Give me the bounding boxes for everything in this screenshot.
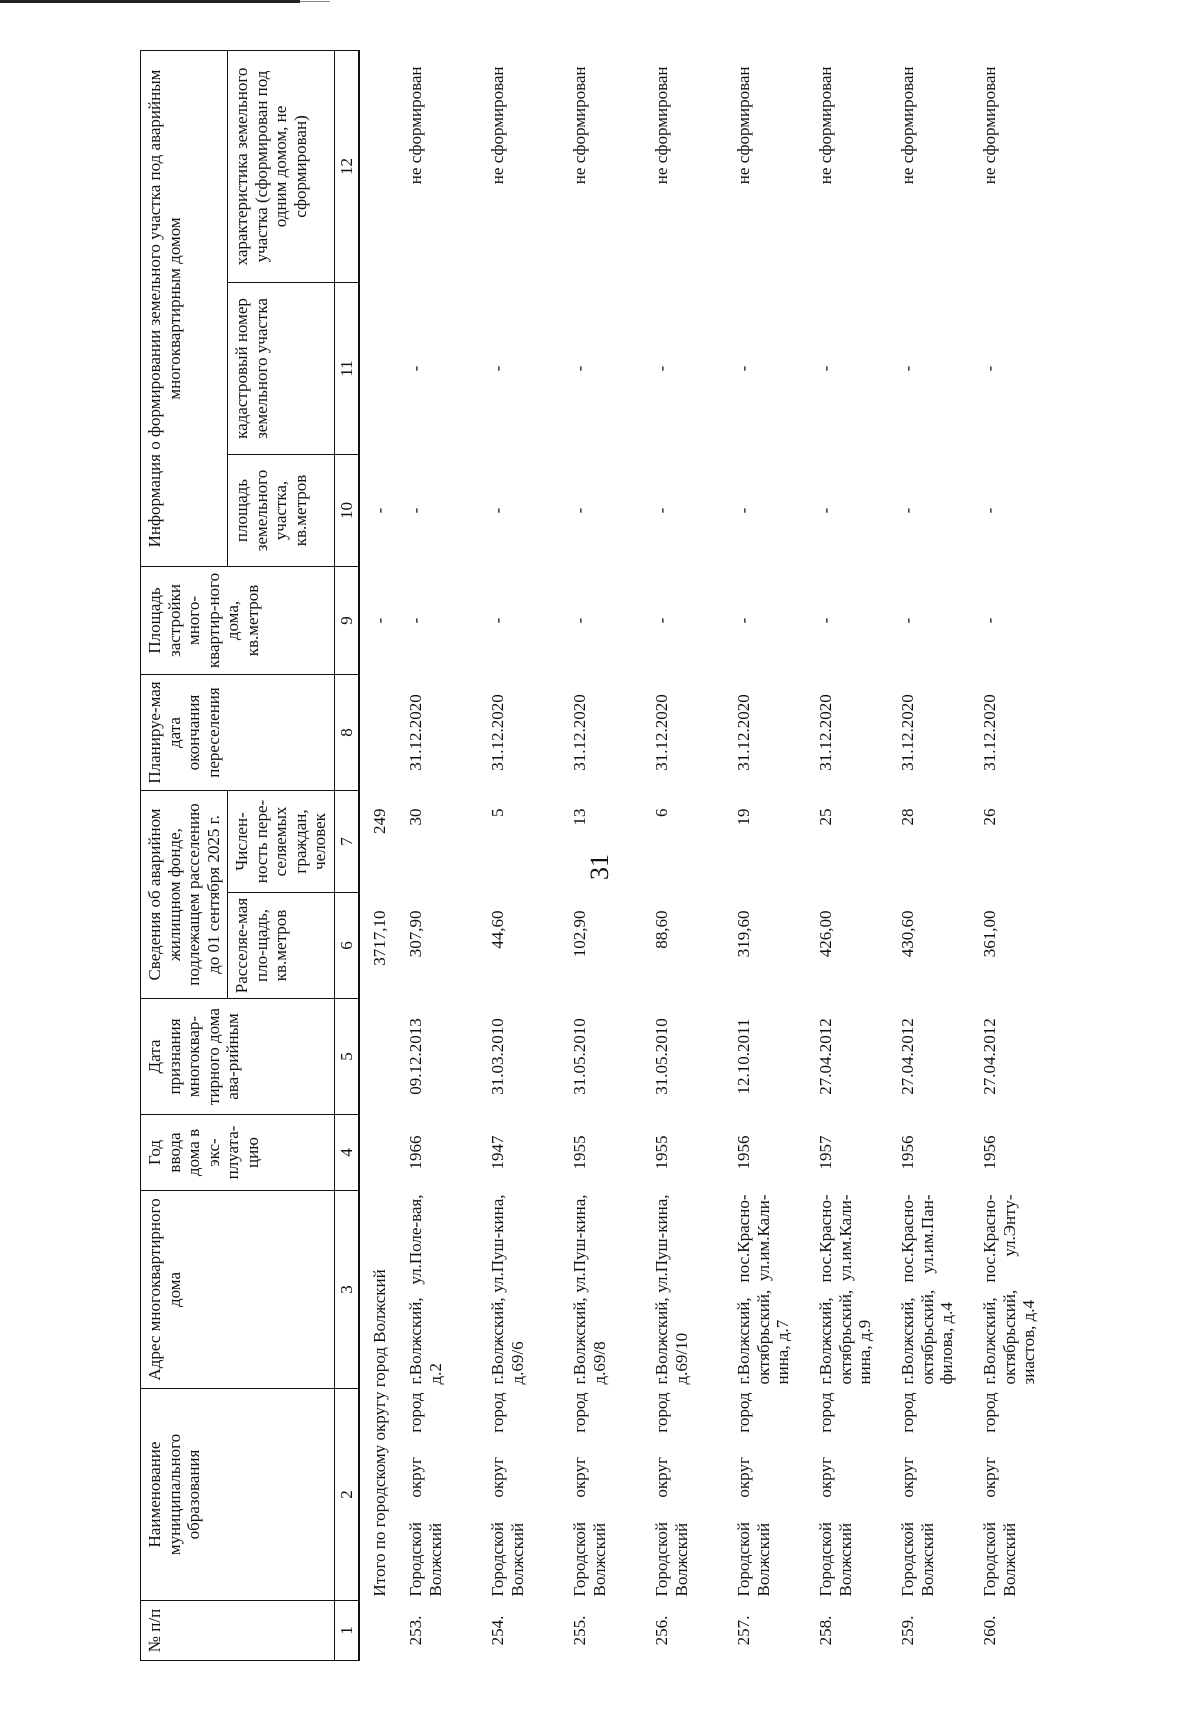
row-resettled-people: 30	[406, 808, 426, 826]
header-land-area: площадь земельного участка, кв.метров	[228, 455, 335, 567]
row-land-area: -	[488, 507, 508, 514]
column-number: 11	[334, 283, 359, 455]
header-column-numbers	[334, 50, 359, 1660]
row-year: 1956	[898, 1135, 918, 1170]
column-number: 7	[334, 791, 359, 893]
row-municipality: Городской округ город Волжский	[898, 1392, 937, 1597]
row-cadastral-number: -	[488, 365, 508, 372]
row-date-recognized: 31.03.2010	[488, 1018, 508, 1095]
row-address: г.Волжский, ул.Пуш-кина, д.69/8	[570, 1194, 609, 1385]
row-building-area: -	[488, 617, 508, 624]
column-number: 10	[334, 455, 359, 567]
row-cadastral-number: -	[570, 365, 590, 372]
column-number: 8	[334, 675, 359, 791]
table-row	[564, 50, 646, 1660]
total-row	[359, 50, 400, 1660]
row-date-recognized: 27.04.2012	[816, 1018, 836, 1095]
row-land-area: -	[406, 507, 426, 514]
row-land-status: не сформирован	[980, 66, 1000, 185]
row-resettled-area: 88,60	[652, 910, 672, 949]
row-date-recognized: 09.12.2013	[406, 1018, 426, 1095]
column-number: 5	[334, 999, 359, 1115]
row-cadastral-number: -	[980, 365, 1000, 372]
row-planned-date: 31.12.2020	[816, 694, 836, 771]
column-number: 1	[334, 1601, 359, 1661]
table-body	[359, 50, 1056, 1660]
header-group-fund: Сведения об аварийном жилищном фонде, подлежащем расселению до 01 сентября 2025 г.	[141, 791, 228, 999]
table-header	[141, 50, 360, 1660]
row-resettled-area: 319,60	[734, 910, 754, 958]
row-resettled-area: 361,00	[980, 910, 1000, 958]
row-cadastral-number: -	[734, 365, 754, 372]
column-number: 12	[334, 50, 359, 282]
header-municipality: Наименование муниципального образования	[141, 1389, 335, 1601]
row-planned-date: 31.12.2020	[652, 694, 672, 771]
row-building-area: -	[406, 617, 426, 624]
row-planned-date: 31.12.2020	[488, 694, 508, 771]
row-date-recognized: 27.04.2012	[898, 1018, 918, 1095]
column-number: 9	[334, 567, 359, 675]
table-row	[892, 50, 974, 1660]
header-resettled-area: Расселяе-мая пло-щадь, кв.метров	[228, 893, 335, 999]
row-number: 253.	[406, 1615, 426, 1646]
row-resettled-people: 6	[652, 808, 672, 817]
header-planned-date: Планируе-мая дата окончания переселения	[141, 675, 335, 791]
row-number: 260.	[980, 1615, 1000, 1646]
total-people: 249	[370, 808, 390, 834]
table-row	[482, 50, 564, 1660]
row-municipality: Городской округ город Волжский	[652, 1392, 691, 1597]
column-number: 2	[334, 1389, 359, 1601]
row-cadastral-number: -	[816, 365, 836, 372]
row-land-status: не сформирован	[570, 66, 590, 185]
header-address: Адрес многоквартирного дома	[141, 1191, 335, 1389]
row-cadastral-number: -	[898, 365, 918, 372]
row-land-status: не сформирован	[898, 66, 918, 185]
row-resettled-people: 28	[898, 808, 918, 826]
row-address: г.Волжский, ул.Поле-вая, д.2	[406, 1194, 445, 1385]
row-building-area: -	[734, 617, 754, 624]
rotated-page	[140, 51, 1180, 1661]
row-year: 1956	[980, 1135, 1000, 1170]
row-resettled-people: 26	[980, 808, 1000, 826]
row-planned-date: 31.12.2020	[406, 694, 426, 771]
column-number: 3	[334, 1191, 359, 1389]
row-cadastral-number: -	[652, 365, 672, 372]
row-address: г.Волжский, пос.Красно-октябрьский, ул.им.Кали-нина, д.9	[816, 1194, 875, 1385]
row-land-status: не сформирован	[652, 66, 672, 185]
row-planned-date: 31.12.2020	[980, 694, 1000, 771]
row-resettled-people: 19	[734, 808, 754, 826]
row-resettled-people: 5	[488, 808, 508, 817]
scan-edge-thin	[300, 1, 330, 2]
row-year: 1955	[652, 1135, 672, 1170]
row-date-recognized: 27.04.2012	[980, 1018, 1000, 1095]
row-land-area: -	[570, 507, 590, 514]
total-area: 3717,10	[370, 910, 390, 966]
column-number: 4	[334, 1115, 359, 1191]
scan-edge	[0, 0, 300, 3]
total-label: Итого по городскому округу город Волжский	[370, 1269, 390, 1597]
row-municipality: Городской округ город Волжский	[570, 1392, 609, 1597]
header-land-status: характеристика земельного участка (сформирован под одним домом, не сформирован)	[228, 50, 335, 282]
row-municipality: Городской округ город Волжский	[816, 1392, 855, 1597]
row-building-area: -	[898, 617, 918, 624]
row-resettled-area: 102,90	[570, 910, 590, 958]
header-cadastral-number: кадастровый номер земельного участка	[228, 283, 335, 455]
row-land-status: не сформирован	[488, 66, 508, 185]
row-land-area: -	[734, 507, 754, 514]
row-municipality: Городской округ город Волжский	[406, 1392, 445, 1597]
header-resettled-people: Числен-ность пере-селяемых граждан, человек	[228, 791, 335, 893]
row-number: 256.	[652, 1615, 672, 1646]
row-land-area: -	[816, 507, 836, 514]
table-row	[728, 50, 810, 1660]
page-number: 31	[585, 854, 614, 880]
row-building-area: -	[570, 617, 590, 624]
header-building-area: Площадь застройки много-квартир-ного дома, кв.метров	[141, 567, 335, 675]
row-building-area: -	[816, 617, 836, 624]
header-date-recognized: Дата признания многоквар-тирного дома ава-рийным	[141, 999, 335, 1115]
header-year: Год ввода дома в экс-плуата-цию	[141, 1115, 335, 1191]
row-address: г.Волжский, пос.Красно-октябрьский, ул.им.Пан-филова, д.4	[898, 1194, 957, 1385]
table-row	[810, 50, 892, 1660]
header-number: № п/п	[141, 1601, 335, 1661]
emergency-housing-table	[140, 50, 1056, 1661]
table-row	[646, 50, 728, 1660]
row-building-area: -	[652, 617, 672, 624]
row-date-recognized: 31.05.2010	[570, 1018, 590, 1095]
row-year: 1955	[570, 1135, 590, 1170]
row-cadastral-number: -	[406, 365, 426, 372]
row-resettled-area: 430,60	[898, 910, 918, 958]
table-row	[974, 50, 1056, 1660]
row-year: 1947	[488, 1135, 508, 1170]
row-address: г.Волжский, ул.Пуш-кина, д.69/10	[652, 1194, 691, 1385]
row-resettled-people: 25	[816, 808, 836, 826]
row-planned-date: 31.12.2020	[898, 694, 918, 771]
row-address: г.Волжский, пос.Красно-октябрьский, ул.им.Кали-нина, д.7	[734, 1194, 793, 1385]
row-municipality: Городской округ город Волжский	[734, 1392, 773, 1597]
row-planned-date: 31.12.2020	[734, 694, 754, 771]
row-address: г.Волжский, ул.Пуш-кина, д.69/6	[488, 1194, 527, 1385]
row-number: 259.	[898, 1615, 918, 1646]
row-number: 257.	[734, 1615, 754, 1646]
row-resettled-area: 426,00	[816, 910, 836, 958]
row-number: 254.	[488, 1615, 508, 1646]
table-row	[400, 50, 482, 1660]
row-land-status: не сформирован	[734, 66, 754, 185]
row-land-status: не сформирован	[406, 66, 426, 185]
total-building-area: -	[370, 617, 390, 624]
row-resettled-area: 307,90	[406, 910, 426, 958]
row-year: 1966	[406, 1135, 426, 1170]
row-municipality: Городской округ город Волжский	[980, 1392, 1019, 1597]
row-building-area: -	[980, 617, 1000, 624]
row-address: г.Волжский, пос.Красно-октябрьский, ул.Энту-зиастов, д.4	[980, 1194, 1039, 1385]
row-number: 258.	[816, 1615, 836, 1646]
total-land-area: -	[370, 507, 390, 514]
row-date-recognized: 12.10.2011	[734, 1018, 754, 1095]
row-planned-date: 31.12.2020	[570, 694, 590, 771]
row-resettled-area: 44,60	[488, 910, 508, 949]
row-land-area: -	[652, 507, 672, 514]
row-municipality: Городской округ город Волжский	[488, 1392, 527, 1597]
header-group-land: Информация о формировании земельного участка под аварийным многоквартирным домом	[141, 50, 228, 566]
row-land-area: -	[980, 507, 1000, 514]
row-resettled-people: 13	[570, 808, 590, 826]
row-year: 1956	[734, 1135, 754, 1170]
row-year: 1957	[816, 1135, 836, 1170]
row-date-recognized: 31.05.2010	[652, 1018, 672, 1095]
row-land-status: не сформирован	[816, 66, 836, 185]
row-land-area: -	[898, 507, 918, 514]
row-number: 255.	[570, 1615, 590, 1646]
column-number: 6	[334, 893, 359, 999]
